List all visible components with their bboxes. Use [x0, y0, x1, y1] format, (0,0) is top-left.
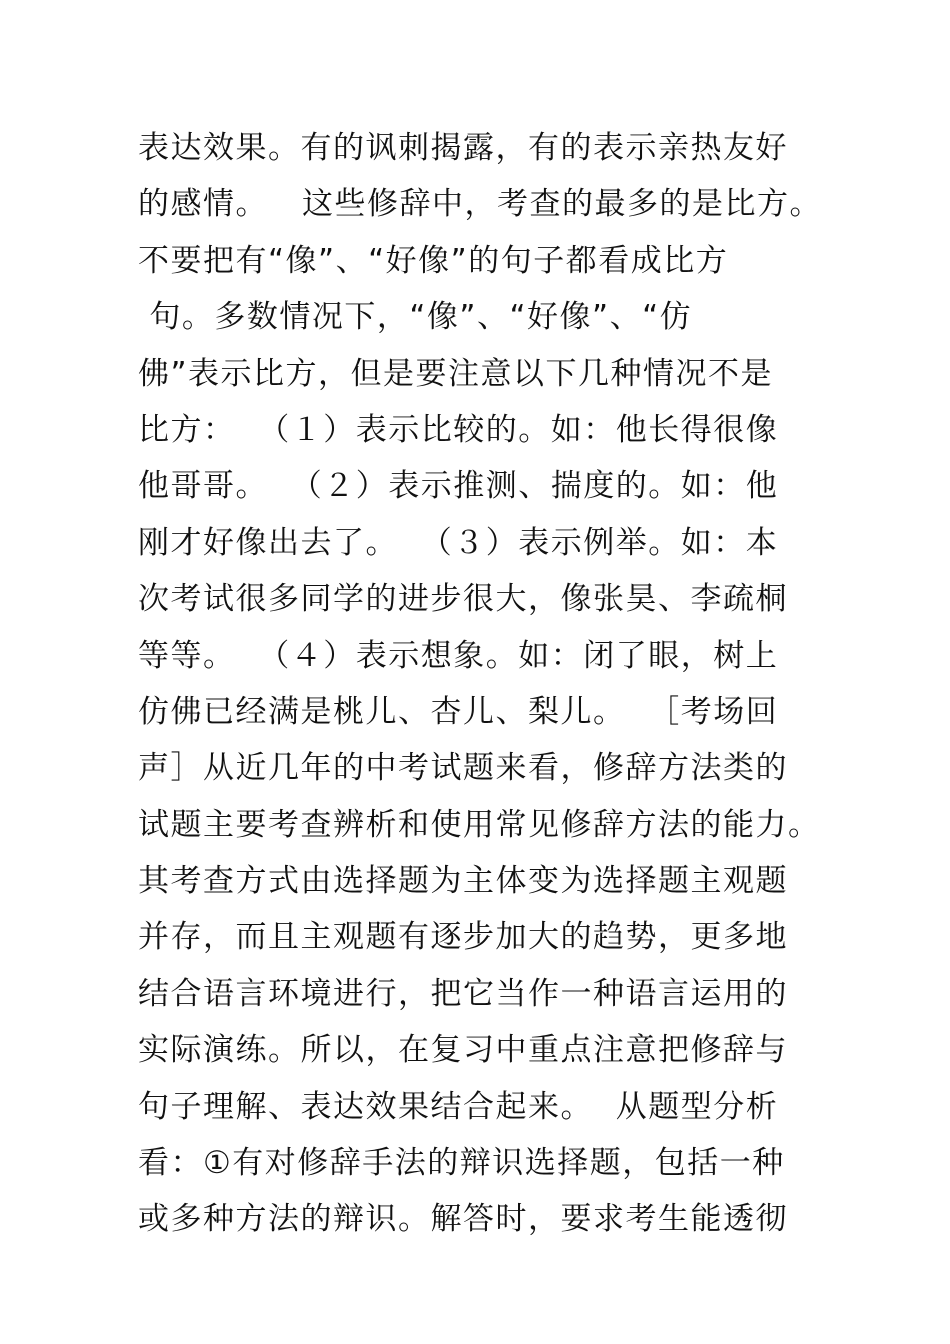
text-line-16: 结合语言环境进行，把它当作一种语言运用的: [138, 975, 788, 1012]
text-line-10: 等等。 （４）表示想象。如：闭了眼，树上: [138, 637, 779, 674]
text-line-8: 刚才好像出去了。 （３）表示例举。如：本: [138, 524, 779, 561]
text-line-12: 声］从近几年的中考试题来看，修辞方法类的: [138, 750, 788, 787]
text-line-15: 并存，而且主观题有逐步加大的趋势，更多地: [138, 919, 788, 956]
text-line-4: 句。多数情况下，“像”、“好像”、“仿: [138, 299, 693, 336]
text-line-1: 表达效果。有的讽刺揭露，有的表示亲热友好: [138, 130, 788, 166]
text-line-13: 试题主要考查辨析和使用常见修辞方法的能力。: [138, 806, 821, 843]
text-line-6: 比方： （１）表示比较的。如：他长得很像: [138, 411, 779, 448]
text-line-17: 实际演练。所以，在复习中重点注意把修辞与: [138, 1032, 788, 1069]
text-line-19: 看：①有对修辞手法的辩识选择题，包括一种: [138, 1145, 785, 1182]
text-line-14: 其考查方式由选择题为主体变为选择题主观题: [138, 863, 788, 900]
text-line-7: 他哥哥。 （２）表示推测、揣度的。如：他: [138, 468, 779, 505]
text-line-3: 不要把有“像”、“好像”的句子都看成比方: [138, 242, 729, 279]
text-line-5: 佛”表示比方，但是要注意以下几种情况不是: [138, 355, 774, 392]
text-line-9: 次考试很多同学的进步很大，像张昊、李疏桐: [138, 581, 788, 618]
body-text: [138, 120, 838, 1248]
text-line-20: 或多种方法的辩识。解答时，要求考生能透彻: [138, 1201, 788, 1238]
text-line-18: 句子理解、表达效果结合起来。 从题型分析: [138, 1088, 779, 1125]
text-line-2: 的感情。 这些修辞中，考查的最多的是比方。: [138, 186, 823, 223]
text-line-11: 仿佛已经满是桃儿、杏儿、梨儿。 ［考场回: [138, 693, 779, 730]
